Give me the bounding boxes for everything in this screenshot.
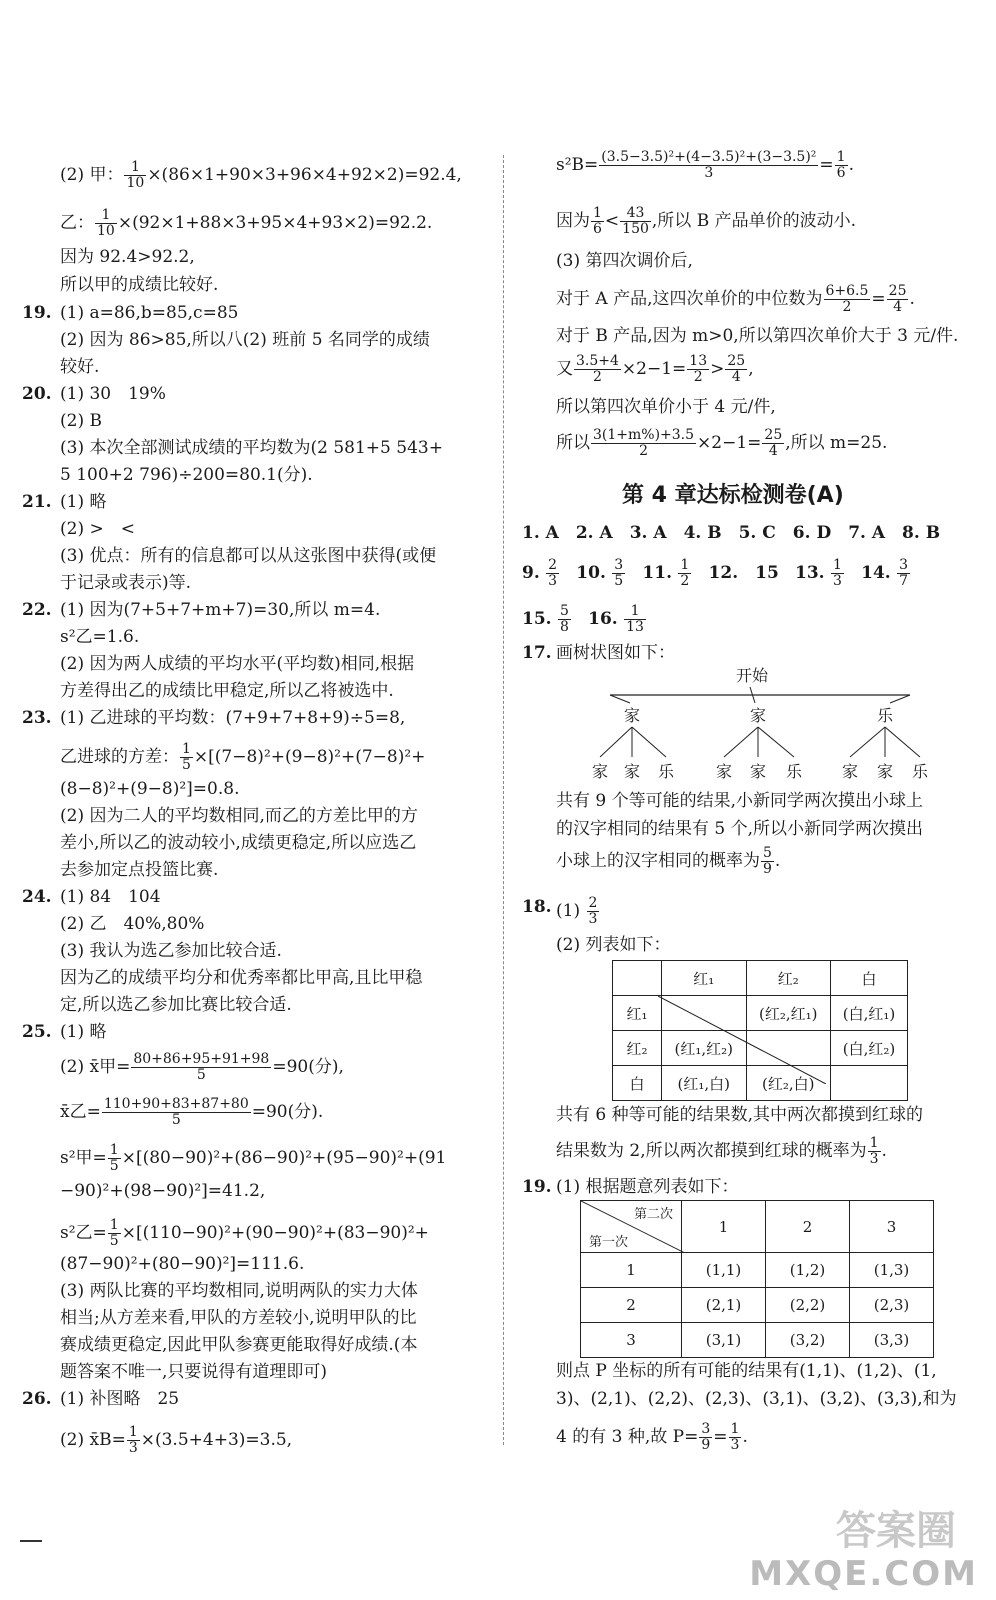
q24-number: 24. <box>22 887 52 907</box>
tree-edge <box>850 727 885 757</box>
q23-variance-cont: (8−8)²+(9−8)²]=0.8. <box>60 779 240 799</box>
q23-part1: (1) 乙进球的平均数：(7+9+7+8+9)÷5=8, <box>60 708 406 728</box>
q22-number: 22. <box>22 600 52 620</box>
table-cell: (2,2) <box>766 1288 850 1323</box>
q18-conclusion: 所以甲的成绩比较好. <box>60 275 219 295</box>
q23-part2b: 差小,所以乙的波动较小,成绩更稳定,所以应选乙 <box>60 833 417 853</box>
table-cell: 1 <box>682 1201 766 1253</box>
table-cell: (3,2) <box>766 1323 850 1358</box>
q17-text-c: 小球上的汉字相同的概率为 $\frac{5}{9}$ . <box>556 845 781 877</box>
table-row <box>613 961 908 996</box>
q18-because: 因为 92.4>92.2, <box>60 247 195 267</box>
table-cell: 白 <box>831 961 908 996</box>
tree-leaf: 家 <box>591 762 609 781</box>
q25-var-jia-cont: −90)²+(98−90)²]=41.2, <box>60 1181 266 1201</box>
q18-part2: (2) 列表如下： <box>556 935 671 955</box>
table-cell: (红₂,红₁) <box>746 996 831 1031</box>
q18-number: 18. <box>522 897 552 917</box>
q19-part2b: 较好. <box>60 357 100 377</box>
q25-var-yi: s²乙= $\frac{1}{5}$ ×[(110−90)²+(90−90)²+(83−90)²+ <box>60 1217 429 1249</box>
table-corner <box>581 1201 682 1253</box>
q20-part2: (2) B <box>60 411 102 431</box>
table-cell: (1,1) <box>682 1253 766 1288</box>
table-cell: (红₁,红₂) <box>662 1031 747 1066</box>
watermark-en: MXQE.COM <box>749 1554 978 1594</box>
part3-a: 对于 A 产品,这四次单价的中位数为 $\frac{6+6.5}{2}$ = $\frac{25}{4}$ . <box>556 283 915 315</box>
q19-part1: (1) a=86,b=85,c=85 <box>60 303 239 323</box>
q19-text-c: 4 的有 3 种,故 P= $\frac{3}{9}$ = $\frac{1}{3}$ . <box>556 1421 748 1453</box>
diagonal-line <box>658 996 826 1084</box>
tree-level1-node: 乐 <box>876 706 894 725</box>
q25-var-jia: s²甲= $\frac{1}{5}$ ×[(80−90)²+(86−90)²+(95−90)²+(91 <box>60 1142 447 1174</box>
table-cell: 红₂ <box>746 961 831 996</box>
q18-text-a: 共有 6 种等可能的结果数,其中两次都摸到红球的 <box>556 1105 924 1125</box>
tree-leaf: 乐 <box>911 762 929 781</box>
part3-so: 所以 $\frac{3(1+m\%)+3.5}{2}$ ×2−1= $\frac{25}{4}$ ,所以 m=25. <box>556 427 888 459</box>
q24-part2: (2) 乙 40%,80% <box>60 914 205 934</box>
tree-edge <box>885 727 920 757</box>
corner-top-label: 第二次 <box>633 1207 673 1222</box>
part3-head: (3) 第四次调价后, <box>556 251 693 271</box>
table-cell: (2,3) <box>850 1288 934 1323</box>
q19-text-b: 3)、(2,1)、(2,2)、(2,3)、(3,1)、(3,2)、(3,3),和为 <box>556 1389 957 1409</box>
q17-head: 画树状图如下： <box>556 643 675 663</box>
q19-text-a: 则点 P 坐标的所有可能的结果有(1,1)、(1,2)、(1, <box>556 1361 937 1381</box>
q26-number: 26. <box>22 1389 52 1409</box>
watermark-cn: 答案圈 <box>836 1508 956 1554</box>
q25-part3c: 赛成绩更稳定,因此甲队参赛更能取得好成绩.(本 <box>60 1335 418 1355</box>
q25-mean-jia: (2) x̄甲= $\frac{80+86+95+91+98}{5}$ =90(分), <box>60 1051 344 1083</box>
q18-2-jia: (2) 甲： $\frac{1}{10}$ ×(86×1+90×3+96×4+92×2)=92.4, <box>60 159 462 191</box>
table1-diagonal <box>658 996 826 1084</box>
table-cell: (红₁,白) <box>662 1066 747 1101</box>
prob-table-2 <box>580 1200 934 1358</box>
q23-number: 23. <box>22 708 52 728</box>
fill-answers-2: 15. $\frac{5}{8}$ 16. $\frac{1}{13}$ <box>522 603 644 635</box>
q19-part2a: (2) 因为 86>85,所以八(2) 班前 5 名同学的成绩 <box>60 330 430 350</box>
page-footer-rule <box>20 1540 42 1542</box>
q25-number: 25. <box>22 1022 52 1042</box>
tree-leaf: 家 <box>715 762 733 781</box>
q18-text-b: 结果数为 2,所以两次都摸到红球的概率为 $\frac{1}{3}$ . <box>556 1135 887 1167</box>
part3-less: 所以第四次单价小于 4 元/件, <box>556 397 776 417</box>
q25-var-yi-cont: (87−90)²+(80−90)²]=111.6. <box>60 1254 305 1274</box>
chapter-title: 第 4 章达标检测卷(A) <box>622 483 844 508</box>
q22-part2b: 方差得出乙的成绩比甲稳定,所以乙将被选中. <box>60 681 394 701</box>
q24-part3c: 定,所以选乙参加比赛比较合适. <box>60 995 292 1015</box>
tree-edge <box>758 727 794 757</box>
tree-edge <box>724 727 758 757</box>
q19-number: 19. <box>522 1177 552 1197</box>
variance-b: s²B= $\frac{\text{(3.5−3.5)²+(4−3.5)²+(3−3.5)²}}{3}$ = $\frac{1}{6}$ . <box>556 149 854 181</box>
q23-part2c: 去参加定点投篮比赛. <box>60 860 219 880</box>
q22-part1: (1) 因为(7+5+7+m+7)=30,所以 m=4. <box>60 600 381 620</box>
tree-leaf: 乐 <box>657 762 675 781</box>
q24-part3b: 因为乙的成绩平均分和优秀率都比甲高,且比甲稳 <box>60 968 423 988</box>
table-cell: (3,1) <box>682 1323 766 1358</box>
tree-level1-node: 家 <box>623 706 641 725</box>
q22-variance: s²乙=1.6. <box>60 627 140 647</box>
q21-number: 21. <box>22 492 52 512</box>
q25-mean-yi: x̄乙= $\frac{110+90+83+87+80}{5}$ =90(分). <box>60 1096 324 1128</box>
table-cell: 红₂ <box>613 1031 662 1066</box>
q21-part3b: 于记录或表示)等. <box>60 573 192 593</box>
q17-text-a: 共有 9 个等可能的结果,小新同学两次摸出小球上 <box>556 791 924 811</box>
q17-text-b: 的汉字相同的结果有 5 个,所以小新同学两次摸出 <box>556 819 924 839</box>
q25-part1: (1) 略 <box>60 1022 107 1042</box>
corner-bottom-label: 第一次 <box>589 1235 629 1250</box>
q21-part3a: (3) 优点：所有的信息都可以从这张图中获得(或便 <box>60 546 437 566</box>
part3-you: 又 $\frac{3.5+4}{2}$ ×2−1= $\frac{13}{2}$ > $\frac{25}{4}$ , <box>556 353 754 385</box>
q25-part3a: (3) 两队比赛的平均数相同,说明两队的实力大体 <box>60 1281 418 1301</box>
table-cell: 红₁ <box>662 961 747 996</box>
q24-part1: (1) 84 104 <box>60 887 161 907</box>
tree-edge <box>890 695 910 703</box>
compare-line: 因为 $\frac{1}{6}$ < $\frac{43}{150}$ ,所以 B 产品单价的波动小. <box>556 205 857 237</box>
tree-diagram <box>590 665 950 785</box>
table-cell: (2,1) <box>682 1288 766 1323</box>
table-cell: (白,红₁) <box>831 996 908 1031</box>
table-cell: (3,3) <box>850 1323 934 1358</box>
table-cell: 2 <box>766 1201 850 1253</box>
table-cell: 3 <box>581 1323 682 1358</box>
q20-number: 20. <box>22 384 52 404</box>
table-cell: 红₁ <box>613 996 662 1031</box>
q17-number: 17. <box>522 643 552 663</box>
table-cell: (红₂,白) <box>746 1066 831 1101</box>
table-cell: 白 <box>613 1066 662 1101</box>
table-cell: (白,红₂) <box>831 1031 908 1066</box>
table-row <box>581 1288 934 1323</box>
q26-part2: (2) x̄B= $\frac{1}{3}$ ×(3.5+4+3)=3.5, <box>60 1424 293 1456</box>
tree-root: 开始 <box>735 666 769 685</box>
tree-edge <box>600 727 632 757</box>
table-cell <box>613 961 662 996</box>
q23-variance: 乙进球的方差： $\frac{1}{5}$ ×[(7−8)²+(9−8)²+(7−8)²+ <box>60 741 426 773</box>
q18-2-yi: 乙： $\frac{1}{10}$ ×(92×1+88×3+95×4+93×2)=92.2. <box>60 207 433 239</box>
q18-part1: (1) $\frac{2}{3}$ <box>556 895 598 927</box>
tree-edge <box>632 727 666 757</box>
tree-leaf: 家 <box>876 762 894 781</box>
table-cell <box>831 1066 908 1101</box>
table-cell: 1 <box>581 1253 682 1288</box>
q20-part1: (1) 30 19% <box>60 384 166 404</box>
q25-part3d: 题答案不唯一,只要说得有道理即可) <box>60 1362 328 1382</box>
q19-number: 19. <box>22 303 52 323</box>
table-row <box>581 1323 934 1358</box>
table-row <box>581 1253 934 1288</box>
q26-part1: (1) 补图略 25 <box>60 1389 180 1409</box>
tree-leaf: 家 <box>623 762 641 781</box>
table-cell: (1,2) <box>766 1253 850 1288</box>
q23-part2a: (2) 因为二人的平均数相同,而乙的方差比甲的方 <box>60 806 418 826</box>
q19-head: (1) 根据题意列表如下： <box>556 1177 739 1197</box>
table-row <box>581 1201 934 1253</box>
tree-edge <box>610 695 630 703</box>
q20-part3a: (3) 本次全部测试成绩的平均数为(2 581+5 543+ <box>60 438 443 458</box>
part3-b: 对于 B 产品,因为 m>0,所以第四次单价大于 3 元/件. <box>556 326 959 346</box>
q20-part3b: 5 100+2 796)÷200=80.1(分). <box>60 465 313 485</box>
table-cell: 3 <box>850 1201 934 1253</box>
fill-answers-1: 9. $\frac{2}{3}$ 10. $\frac{3}{5}$ 11. $\frac{1}{2}$ 12. 15 13. $\frac{1}{3}$ 14. $\frac{3}{7}$ <box>522 557 909 589</box>
q25-part3b: 相当;从方差来看,甲队的方差较小,说明甲队的比 <box>60 1308 417 1328</box>
table-cell: (1,3) <box>850 1253 934 1288</box>
tree-leaf: 家 <box>841 762 859 781</box>
mc-answers: 1. A 2. A 3. A 4. B 5. C 6. D 7. A 8. B <box>522 523 941 543</box>
tree-leaf: 家 <box>749 762 767 781</box>
column-divider <box>503 155 504 1445</box>
q21-part1: (1) 略 <box>60 492 107 512</box>
tree-leaf: 乐 <box>785 762 803 781</box>
q22-part2a: (2) 因为两人成绩的平均水平(平均数)相同,根据 <box>60 654 415 674</box>
tree-level1-node: 家 <box>749 706 767 725</box>
table-cell: 2 <box>581 1288 682 1323</box>
q24-part3: (3) 我认为选乙参加比较合适. <box>60 941 282 961</box>
q21-part2: (2) > < <box>60 519 135 539</box>
